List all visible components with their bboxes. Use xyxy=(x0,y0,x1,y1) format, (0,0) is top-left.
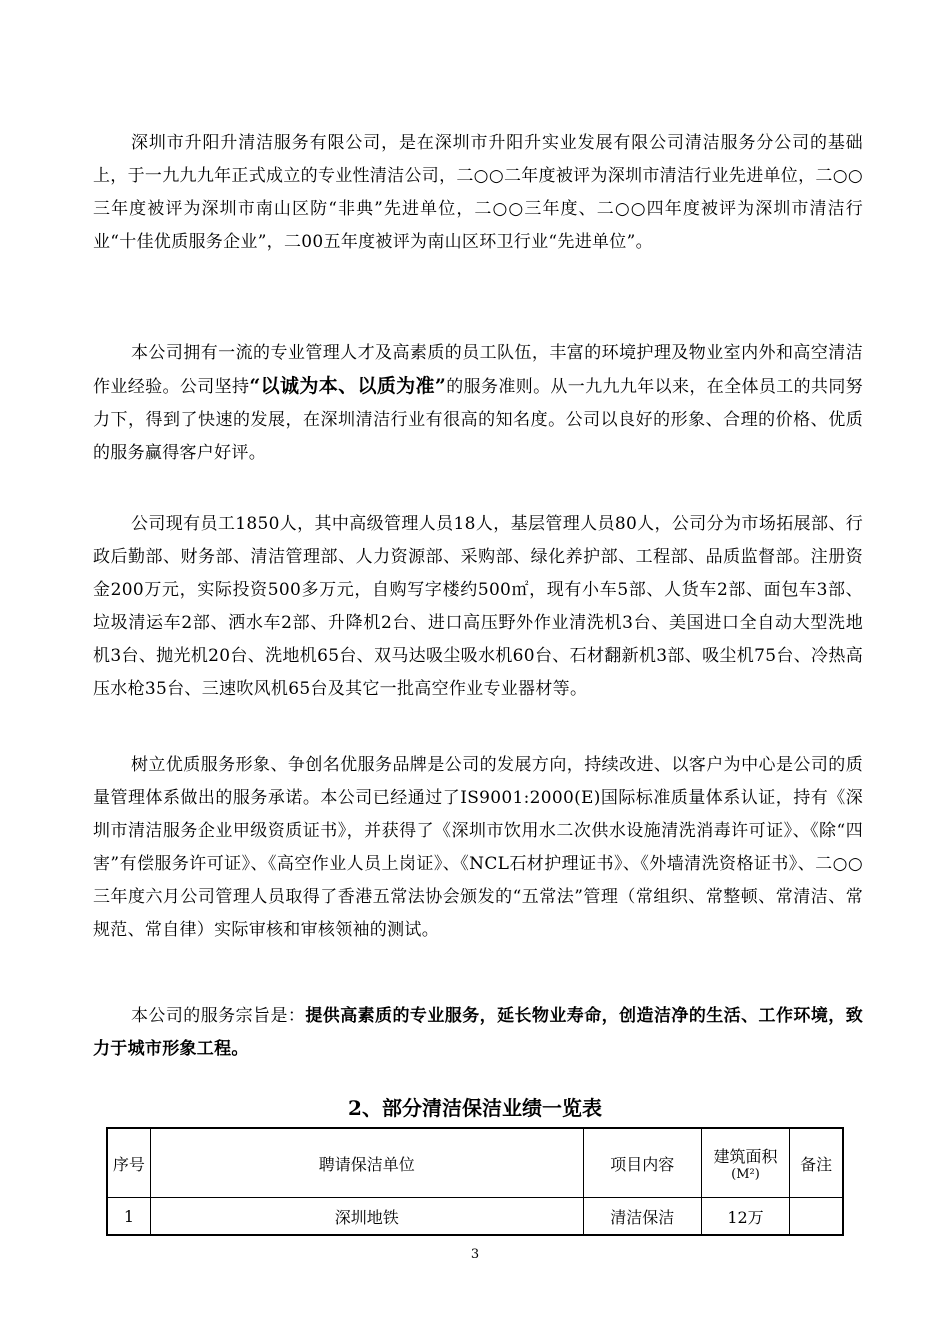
section-title: 2、部分清洁保洁业绩一览表 xyxy=(348,1096,602,1120)
row-content: 清洁保洁 xyxy=(583,1198,701,1236)
header-area xyxy=(701,1128,789,1198)
row-area: 12万 xyxy=(701,1198,789,1236)
service-motto: “以诚为本、以质为准” xyxy=(249,375,447,397)
page-number: 3 xyxy=(470,1247,480,1262)
staff-equipment-paragraph: 公司现有员工1850人，其中高级管理人员18人，基层管理人员80人，公司分为市场拓展部、行政后勤部、财务部、清洁管理部、人力资源部、采购部、绿化养护部、工程部、品质监督部。注册资金200万元，实际投资500多万元，自购写字楼约500㎡，现有小车5部、人货车2部、面包车3部、垃圾清运车2部、洒水车2部、升降机2台、进口高压野外作业清洗机3台、美国进口全自动大型洗地机3台、抛光机20台、洗地机65台、双马达吸尘吸水机60台、石材翻新机3部、吸尘机75台、冷热高压水枪35台、三速吹风机65台及其它一批高空作业专业器材等。 xyxy=(93,514,863,699)
certification-paragraph: 树立优质服务形象、争创名优服务品牌是公司的发展方向，持续改进、以客户为中心是公司的质量管理体系做出的服务承诺。本公司已经通过了IS9001:2000(E)国际标准质量体系认证，持有《深圳市清洁服务企业甲级资质证书》，并获得了《深圳市饮用水二次供水设施清洗消毒许可证》、《除“四害”有偿服务许可证》、《高空作业人员上岗证》、《NCL石材护理证书》、《外墙清洗资格证书》、二○○三年度六月公司管理人员取得了香港五常法协会颁发的“五常法”管理（常组织、常整顿、常清洁、常规范、常自律）实际审核和审核领袖的测试。 xyxy=(93,755,863,940)
intro-paragraph: 深圳市升阳升清洁服务有限公司，是在深圳市升阳升实业发展有限公司清洁服务分公司的基础上，于一九九九年正式成立的专业性清洁公司，二○○二年度被评为深圳市清洁行业先进单位，二○○三年度被评为深圳市南山区防“非典”先进单位，二○○三年度、二○○四年度被评为深圳市清洁行业“十佳优质服务企业”，二00五年度被评为南山区环卫行业“先进单位”。 xyxy=(93,133,863,252)
header-area-unit: (M²) xyxy=(731,1166,760,1182)
purpose-label: 本公司的服务宗旨是： xyxy=(131,1006,306,1026)
header-content: 项目内容 xyxy=(583,1128,701,1198)
header-unit: 聘请保洁单位 xyxy=(150,1128,583,1198)
header-no: 序号 xyxy=(107,1128,150,1198)
table-header-row xyxy=(107,1128,843,1198)
purpose-statement: 提供高素质的专业服务，延长物业寿命，创造洁净的生活、工作环境，致力于城市形象工程。 xyxy=(93,1006,864,1059)
performance-table xyxy=(106,1127,844,1236)
header-note: 备注 xyxy=(790,1128,843,1198)
header-area-label: 建筑面积 xyxy=(713,1146,778,1166)
team-text-start: 本公司拥有一流的专业管理人才及高素质的员工队伍，丰富的环境护理及物业室内外和高空清洁作业经验。公司坚持 xyxy=(93,343,863,397)
table-row xyxy=(107,1198,843,1236)
service-purpose-paragraph xyxy=(93,1000,863,1066)
team-paragraph xyxy=(93,337,863,470)
row-note xyxy=(790,1198,843,1236)
row-no: 1 xyxy=(107,1198,150,1236)
row-unit: 深圳地铁 xyxy=(150,1198,583,1236)
team-text-end: 的服务准则。从一九九九年以来，在全体员工的共同努力下，得到了快速的发展，在深圳清洁行业有很高的知名度。公司以良好的形象、合理的价格、优质的服务赢得客户好评。 xyxy=(93,377,863,463)
